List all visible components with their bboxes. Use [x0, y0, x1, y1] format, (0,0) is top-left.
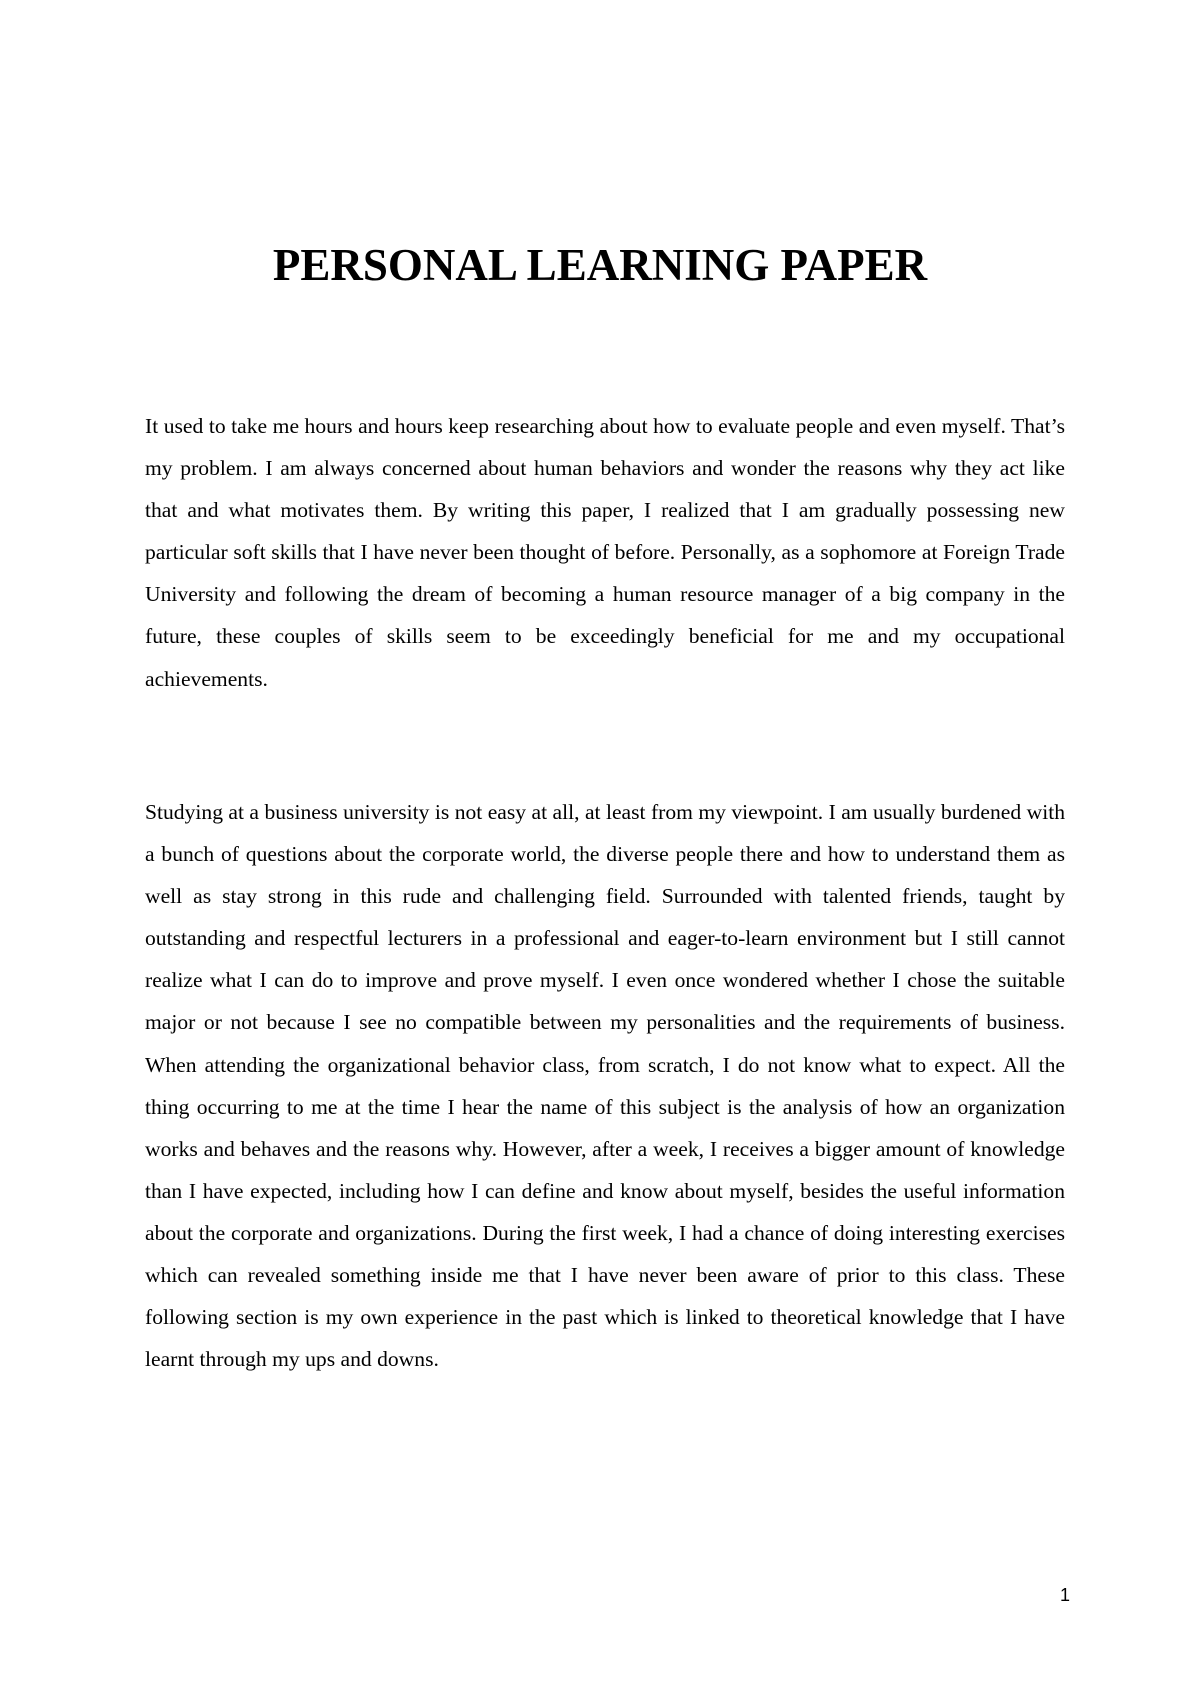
paragraph-studying: Studying at a business university is not easy at all, at least from my viewpoint. I am usually burdened with a bunch of questions about the corporate world, the diverse people there and how to understand them as well as stay strong in this rude and challenging field. Surrounded with talented friends, taught by outstanding and respectful lecturers in a professional and eager-to-learn environment but I still cannot realize what I can do to improve and prove myself. I even once wondered whether I chose the suitable major or not because I see no compatible between my personalities and the requirements of business. When attending the organizational behavior class, from scratch, I do not know what to expect. All the thing occurring to me at the time I hear the name of this subject is the analysis of how an organization works and behaves and the reasons why. However, after a week, I receives a bigger amount of knowledge than I have expected, including how I can define and know about myself, besides the useful information about the corporate and organizations. During the first week, I had a chance of doing interesting exercises which can revealed something inside me that I have never been aware of prior to this class. These following section is my own experience in the past which is linked to theoretical knowledge that I have learnt through my ups and downs.	[145, 800, 1065, 1372]
paragraph-intro: It used to take me hours and hours keep researching about how to evaluate people and even myself. That’s my problem. I am always concerned about human behaviors and wonder the reasons why they act like that and what motivates them. By writing this paper, I realized that I am gradually possessing new particular soft skills that I have never been thought of before. Personally, as a sophomore at Foreign Trade University and following the dream of becoming a human resource manager of a big company in the future, these couples of skills seem to be exceedingly beneficial for me and my occupational achievements.	[145, 414, 1065, 691]
page-number: 1	[1059, 1585, 1070, 1605]
page-title: PERSONAL LEARNING PAPER	[272, 240, 928, 290]
